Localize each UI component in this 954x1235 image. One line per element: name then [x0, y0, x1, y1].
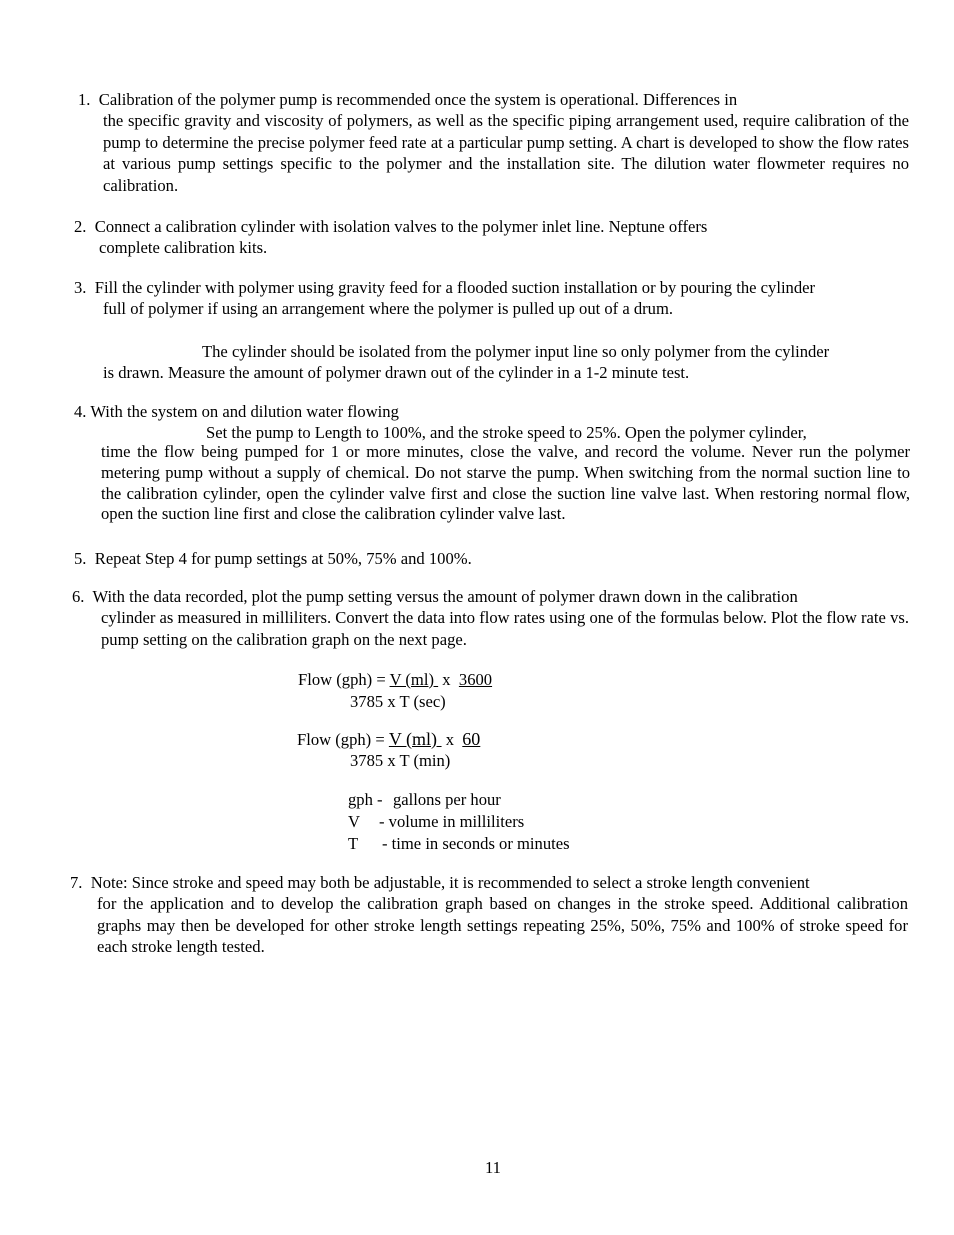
definition-term: gph - [348, 790, 383, 809]
formula-minutes [297, 729, 480, 750]
step-6-body: cylinder as measured in milliliters. Convert the data into flow rates using one of the formulas below. Plot the flow rate vs. pump setting on the calibration graph on the next page. [101, 608, 909, 649]
definition-term: T [348, 834, 359, 853]
formula-1-denominator: 3785 x T (sec) [350, 692, 446, 711]
step-2-lead-text: Connect a calibration cylinder with isolation valves to the polymer inlet line. Neptune offers [94, 217, 708, 236]
formula-1-lhs: Flow (gph) = [298, 670, 390, 689]
step-3-lead-text: Fill the cylinder with polymer using gravity feed for a flooded suction installation or by pouring the cylinder [94, 278, 816, 297]
step-1-lead [78, 89, 737, 110]
formula-2-lhs: Flow (gph) = [297, 730, 389, 749]
definition-t [348, 833, 570, 855]
formula-1-times: x [438, 670, 455, 689]
step-7-body: for the application and to develop the calibration graph based on changes in the stroke speed. Additional calibration graphs may then be developed for other stroke length settings repeating 25%, 50%, 75% and 100% of stroke speed for each stroke length tested. [97, 894, 908, 957]
step-3-note-lead: The cylinder should be isolated from the polymer input line so only polymer from the cylinder [202, 342, 830, 361]
step-4-lead [74, 401, 399, 422]
formula-seconds [298, 669, 492, 690]
step-3-lead [74, 277, 815, 298]
step-5-lead [74, 548, 472, 569]
formula-2-factor: 60 [462, 729, 481, 749]
step-2-number: 2. [74, 217, 87, 236]
step-1-number: 1. [78, 90, 91, 109]
definition-v [348, 811, 570, 833]
step-6-lead [72, 586, 798, 607]
step-4-lead-text: With the system on and dilution water flowing [90, 402, 399, 421]
step-6-number: 6. [72, 587, 85, 606]
formula-1-volume: V (ml) [389, 670, 439, 689]
definition-gph [348, 789, 570, 811]
step-7-lead [70, 872, 810, 893]
definition-term: V [348, 812, 360, 831]
step-3-body: full of polymer if using an arrangement where the polymer is pulled up out of a drum. [103, 299, 674, 318]
step-4-body-lead: Set the pump to Length to 100%, and the stroke speed to 25%. Open the polymer cylinder, [206, 423, 807, 442]
definition-desc: - time in seconds or minutes [382, 834, 570, 853]
variable-definitions [348, 789, 570, 855]
formula-2-times: x [441, 730, 459, 749]
step-5-number: 5. [74, 549, 87, 568]
step-1-body: the specific gravity and viscosity of polymers, as well as the specific piping arrangement used, require calibration of the pump to determine the precise polymer feed rate at a particular pump setting. A chart is developed to show the flow rates at various pump settings specific to the polymer and the installation site. The dilution water flowmeter requires no calibration. [103, 111, 909, 195]
step-1-lead-text: Calibration of the polymer pump is recommended once the system is operational. Differences in [98, 90, 738, 109]
definition-desc: - volume in milliliters [379, 812, 525, 831]
step-7-lead-text: Note: Since stroke and speed may both be adjustable, it is recommended to select a stroke length convenient [90, 873, 810, 892]
step-5-lead-text: Repeat Step 4 for pump settings at 50%, 75% and 100%. [94, 549, 472, 568]
step-3-number: 3. [74, 278, 87, 297]
step-7-number: 7. [70, 873, 83, 892]
formula-2-denominator: 3785 x T (min) [350, 751, 451, 770]
step-2-body: complete calibration kits. [99, 238, 268, 257]
formula-1-factor: 3600 [458, 670, 493, 689]
formula-2-volume: V (ml) [388, 729, 442, 749]
step-6-lead-text: With the data recorded, plot the pump setting versus the amount of polymer drawn down in the calibration [92, 587, 798, 606]
definition-desc: gallons per hour [393, 790, 501, 809]
step-3-note-body: is drawn. Measure the amount of polymer drawn out of the cylinder in a 1-2 minute test. [103, 363, 690, 382]
step-4-body: time the flow being pumped for 1 or more minutes, close the valve, and record the volume. Never run the polymer metering pump without a supply of chemical. Do not starve the pump. When switching from the normal suction line to the calibration cylinder, open the cylinder valve first and close the suction line valve last. When restoring normal flow, open the suction line first and close the calibration cylinder valve last. [101, 442, 910, 524]
step-4-number: 4. [74, 402, 87, 421]
step-2-lead [74, 216, 707, 237]
page-number: 11 [485, 1158, 501, 1177]
